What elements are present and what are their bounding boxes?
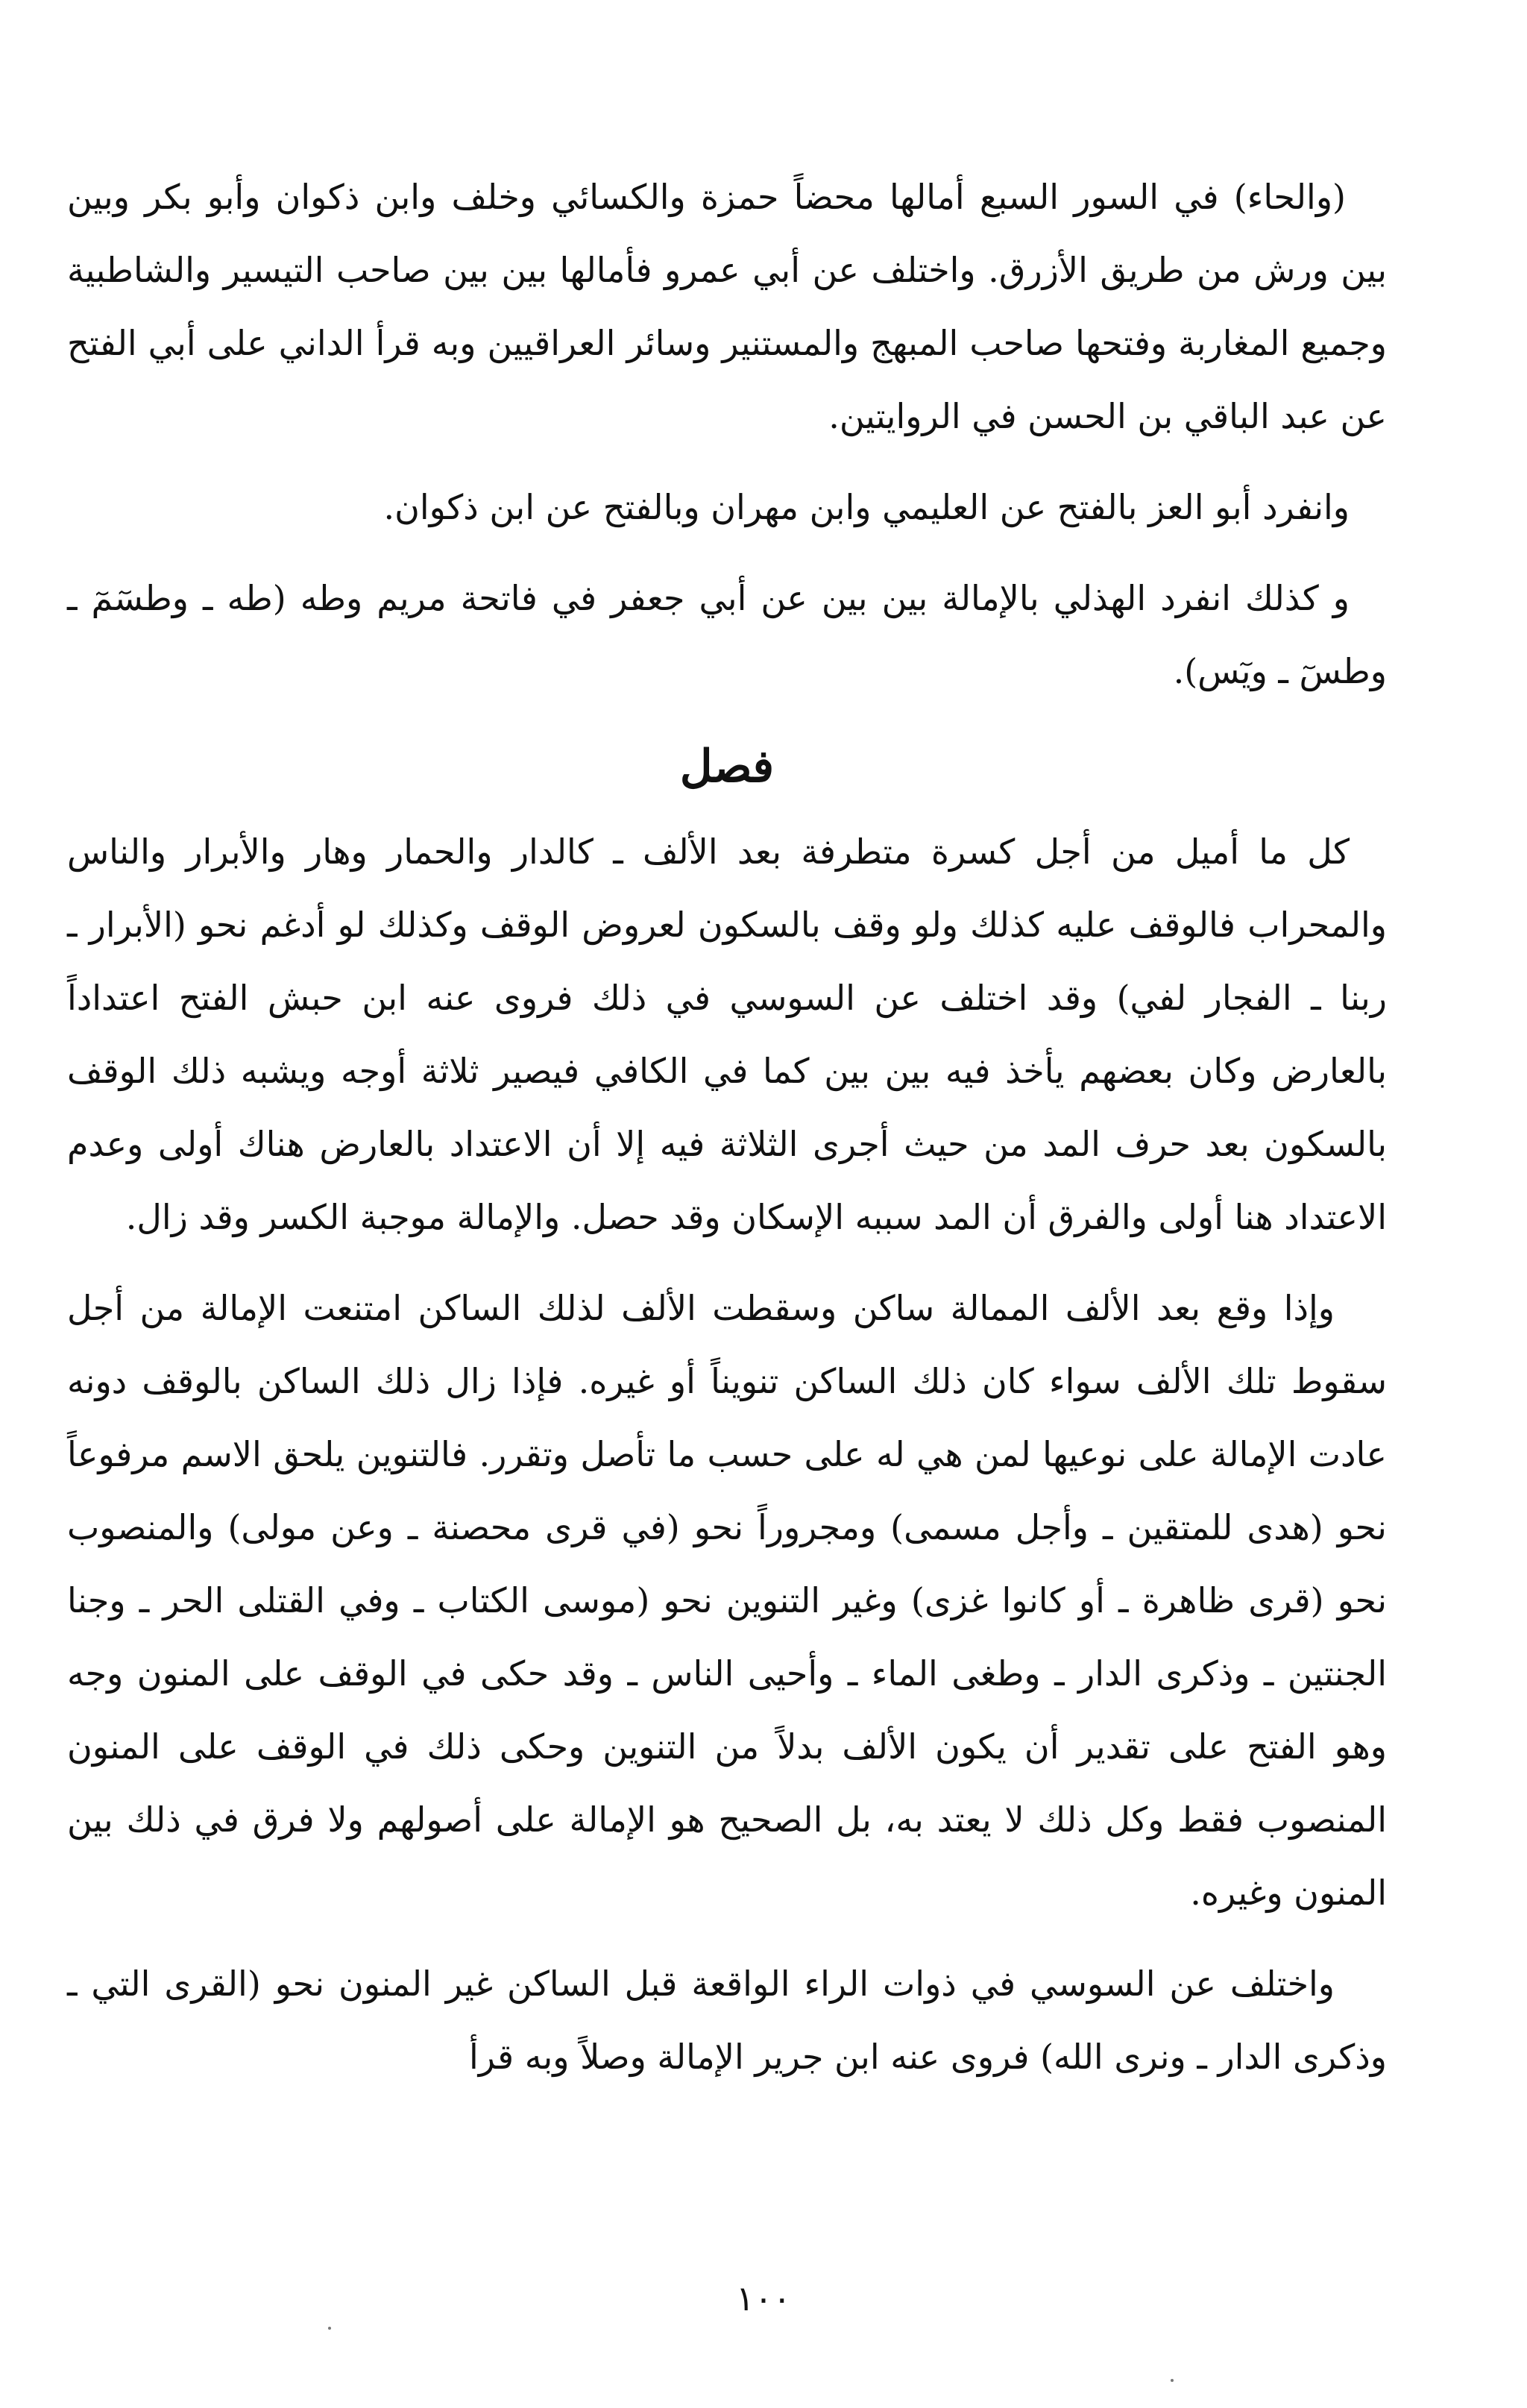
paragraph-4: كل ما أميل من أجل كسرة متطرفة بعد الألف ـ كالدار والحمار وهار والأبرار والناس والمحراب فالوقف عليه كذلك ولو وقف بالسكون لعروض الوقف وكذلك لو أدغم نحو (الأبرار ـ ربنا ـ الفجار لفي) وقد اختلف عن السوسي في ذلك فروى عنه ابن حبش الفتح اعتداداً بالعارض وكان بعضهم يأخذ فيه بين بين كما في الكافي فيصير ثلاثة أوجه ويشبه ذلك الوقف بالسكون بعد حرف المد من حيث أجرى الثلاثة فيه إلا أن الاعتداد بالعارض هناك أولى وعدم الاعتداد هنا أولى والفرق أن المد سببه الإسكان وقد حصل. والإمالة موجبة الكسر وقد زال.	[67, 832, 1387, 1237]
page-number: ١٠٠	[735, 2278, 792, 2319]
paragraph-2: وانفرد أبو العز بالفتح عن العليمي وابن مهران وبالفتح عن ابن ذكوان.	[383, 487, 1350, 527]
scan-speck	[328, 2327, 331, 2330]
paragraph-5: وإذا وقع بعد الألف الممالة ساكن وسقطت الألف لذلك الساكن امتنعت الإمالة من أجل سقوط تلك الألف سواء كان ذلك الساكن تنويناً أو غيره. فإذا زال ذلك الساكن بالوقف دونه عادت الإمالة على نوعيها لمن هي له على حسب ما تأصل وتقرر. فالتنوين يلحق الاسم مرفوعاً نحو (هدى للمتقين ـ وأجل مسمى) ومجروراً نحو (في قرى محصنة ـ وعن مولى) والمنصوب نحو (قرى ظاهرة ـ أو كانوا غزى) وغير التنوين نحو (موسى الكتاب ـ وفي القتلى الحر ـ وجنا الجنتين ـ وذكرى الدار ـ وطغى الماء ـ وأحيى الناس ـ وقد حكى في الوقف على المنون وجه وهو الفتح على تقدير أن يكون الألف بدلاً من التنوين وحكى ذلك في الوقف على المنون المنصوب فقط وكل ذلك لا يعتد به، بل الصحيح هو الإمالة على أصولهم ولا فرق في ذلك بين المنون وغيره.	[67, 1288, 1388, 1913]
page-body	[67, 160, 1387, 2111]
paragraph-3: و كذلك انفرد الهذلي بالإمالة بين بين عن أبي جعفر في فاتحة مريم وطه (طه ـ وطسٓمٓ ـ وطسٓ ـ ويٓس).	[67, 578, 1387, 691]
paragraph-6: واختلف عن السوسي في ذوات الراء الواقعة قبل الساكن غير المنون نحو (القرى التي ـ وذكرى الدار ـ ونرى الله) فروى عنه ابن جرير الإمالة وصلاً وبه قرأ	[67, 1964, 1387, 2077]
section-heading: فصل	[679, 741, 775, 793]
scan-speck	[1171, 2379, 1174, 2382]
paragraph-1: (والحاء) في السور السبع أمالها محضاً حمزة والكسائي وخلف وابن ذكوان وأبو بكر وبين بين ورش من طريق الأزرق. واختلف عن أبي عمرو فأمالها بين بين صاحب التيسير والشاطبية وجميع المغاربة وفتحها صاحب المبهج والمستنير وسائر العراقيين وبه قرأ الداني على أبي الفتح عن عبد الباقي بن الحسن في الروايتين.	[67, 177, 1387, 436]
